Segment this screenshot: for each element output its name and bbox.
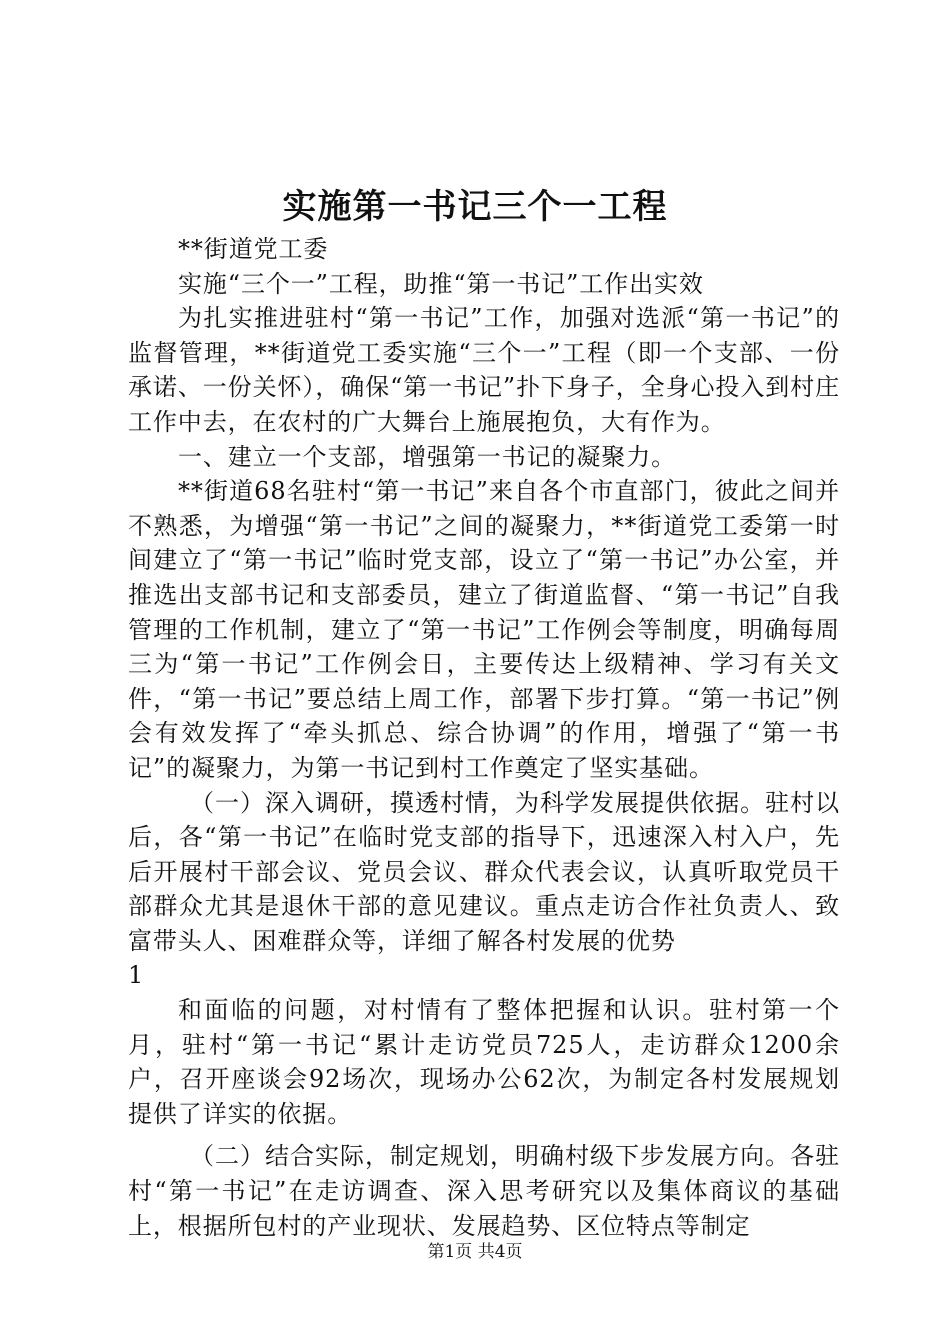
subsection-paragraph-2: （二）结合实际，制定规划，明确村级下步发展方向。各驻村“第一书记”在走访调查、深入思考研究以及集体商议的基础上，根据所包村的产业现状、发展趋势、区位特点等制定: [128, 1142, 840, 1240]
page-footer: 第1页 共4页: [427, 1242, 523, 1262]
body-paragraph: 和面临的问题，对村情有了整体把握和认识。驻村第一个月，驻村“第一书记“累计走访党员725人，走访群众1200余户，召开座谈会92场次，现场办公62次，为制定各村发展规划提供了详实的依据。: [128, 996, 840, 1128]
page-number-marker: 1: [128, 961, 145, 990]
intro-paragraph: 为扎实推进驻村“第一书记”工作，加强对选派“第一书记”的监督管理，**街道党工委实施“三个一”工程（即一个支部、一份承诺、一份关怀），确保“第一书记”扑下身子，全身心投入到村庄工作中去，在农村的广大舞台上施展抱负，大有作为。: [128, 304, 840, 436]
document-body: [128, 232, 840, 1243]
author-line: **街道党工委: [178, 235, 329, 263]
subsection-paragraph-1: （一）深入调研，摸透村情，为科学发展提供依据。驻村以后，各“第一书记”在临时党支部的指导下，迅速深入村入户，先后开展村干部会议、党员会议、群众代表会议，认真听取党员干部群众尤其是退休干部的意见建议。重点走访合作社负责人、致富带头人、困难群众等，详细了解各村发展的优势: [128, 788, 840, 955]
document-title: 实施第一书记三个一工程: [282, 187, 668, 227]
body-paragraph: **街道68名驻村“第一书记”来自各个市直部门，彼此之间并不熟悉，为增强“第一书记”之间的凝聚力，**街道党工委第一时间建立了“第一书记”临时党支部，设立了“第一书记”办公室，并推选出支部书记和支部委员，建立了街道监督、“第一书记”自我管理的工作机制，建立了“第一书记”工作例会等制度，明确每周三为“第一书记”工作例会日，主要传达上级精神、学习有关文件，“第一书记”要总结上周工作，部署下步打算。“第一书记”例会有效发挥了“牵头抓总、综合协调”的作用，增强了“第一书记”的凝聚力，为第一书记到村工作奠定了坚实基础。: [128, 477, 840, 782]
subtitle-line: 实施“三个一”工程，助推“第一书记”工作出实效: [178, 269, 704, 298]
section-heading-1: 一、建立一个支部，增强第一书记的凝聚力。: [178, 442, 676, 471]
